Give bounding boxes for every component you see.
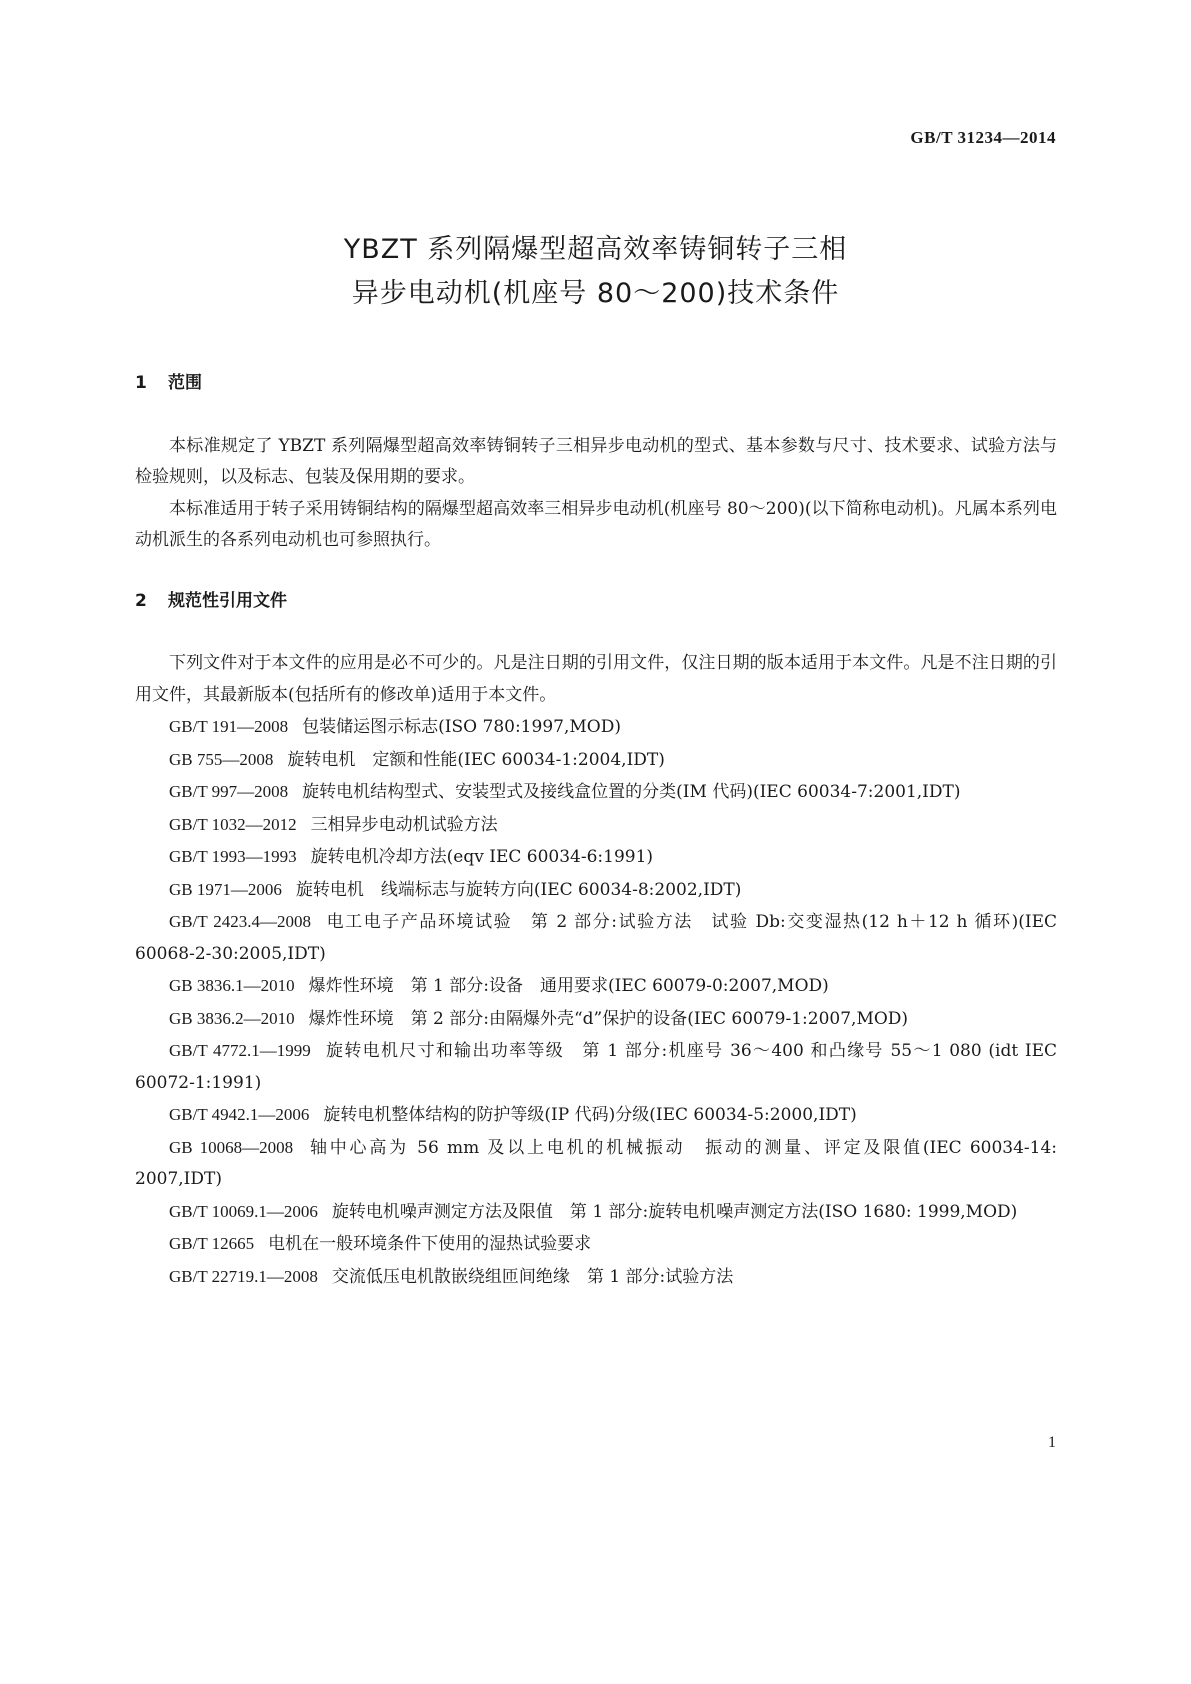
reference-code: GB/T 997—2008 <box>169 782 289 801</box>
scope-paragraph: 本标准规定了 YBZT 系列隔爆型超高效率铸铜转子三相异步电动机的型式、基本参数与尺寸、技术要求、试验方法与检验规则，以及标志、包装及保用期的要求。 <box>135 435 1057 487</box>
document-title <box>0 228 1191 316</box>
page-number: 1 <box>1048 1434 1056 1451</box>
reference-code: GB/T 10069.1—2006 <box>169 1201 318 1221</box>
reference-item <box>135 1099 1057 1132</box>
reference-title: 三相异步电动机试验方法 <box>310 814 498 835</box>
reference-item <box>135 1261 1057 1294</box>
reference-item <box>135 711 1057 744</box>
section-number: 1 <box>135 373 147 393</box>
reference-item <box>135 1003 1057 1036</box>
reference-title: 旋转电机尺寸和输出功率等级 第 1 部分:机座号 36～400 和凸缘号 55～1 080 (idt IEC 60072-1:1991) <box>135 1041 1057 1093</box>
reference-code: GB 755—2008 <box>169 749 274 769</box>
reference-item <box>135 809 1057 842</box>
document-body <box>135 368 1057 1293</box>
reference-item <box>135 970 1057 1003</box>
reference-code: GB/T 1993—1993 <box>169 847 297 866</box>
reference-title: 电工电子产品环境试验 第 2 部分:试验方法 试验 Db:交变湿热(12 h＋12 h 循环)(IEC 60068-2-30:2005,IDT) <box>135 912 1057 964</box>
reference-title: 旋转电机冷却方法(eqv IEC 60034-6:1991) <box>310 847 654 867</box>
reference-item <box>135 874 1057 907</box>
section-number: 2 <box>135 590 147 611</box>
section-heading-normative-references <box>135 586 1057 618</box>
reference-item <box>135 1132 1057 1196</box>
references-intro-paragraph: 下列文件对于本文件的应用是必不可少的。凡是注日期的引用文件，仅注日期的版本适用于本文件。凡是不注日期的引用文件，其最新版本(包括所有的修改单)适用于本文件。 <box>135 653 1057 705</box>
reference-item <box>135 1196 1057 1229</box>
reference-code: GB/T 4772.1—1999 <box>169 1041 311 1060</box>
reference-code: GB/T 12665 <box>169 1234 255 1253</box>
title-line-1: YBZT 系列隔爆型超高效率铸铜转子三相 <box>343 234 848 265</box>
standard-code: GB/T 31234—2014 <box>910 128 1056 147</box>
reference-title: 爆炸性环境 第 2 部分:由隔爆外壳“d”保护的设备(IEC 60079-1:2007,MOD) <box>308 1008 909 1029</box>
reference-title: 爆炸性环境 第 1 部分:设备 通用要求(IEC 60079-0:2007,MOD) <box>308 976 829 996</box>
scope-paragraph: 本标准适用于转子采用铸铜结构的隔爆型超高效率三相异步电动机(机座号 80～200)(以下简称电动机)。凡属本系列电动机派生的各系列电动机也可参照执行。 <box>135 498 1057 550</box>
reference-code: GB 3836.1—2010 <box>169 976 295 995</box>
reference-item <box>135 776 1057 809</box>
reference-code: GB/T 191—2008 <box>169 717 289 736</box>
reference-item <box>135 1228 1057 1261</box>
reference-code: GB/T 22719.1—2008 <box>169 1266 318 1286</box>
section-heading-scope <box>135 368 1057 400</box>
reference-code: GB 3836.2—2010 <box>169 1008 295 1028</box>
reference-item <box>135 906 1057 970</box>
reference-code: GB 1971—2006 <box>169 879 282 899</box>
reference-item <box>135 841 1057 874</box>
reference-item <box>135 1035 1057 1099</box>
reference-title: 电机在一般环境条件下使用的湿热试验要求 <box>268 1234 592 1254</box>
reference-code: GB/T 4942.1—2006 <box>169 1105 310 1124</box>
reference-code: GB 10068—2008 <box>169 1137 294 1157</box>
reference-item <box>135 744 1057 777</box>
reference-title: 旋转电机 定额和性能(IEC 60034-1:2004,IDT) <box>287 749 665 770</box>
reference-title: 旋转电机噪声测定方法及限值 第 1 部分:旋转电机噪声测定方法(ISO 1680: 1999,MOD) <box>331 1201 1018 1222</box>
reference-title: 轴中心高为 56 mm 及以上电机的机械振动 振动的测量、评定及限值(IEC 60034-14: 2007,IDT) <box>135 1137 1057 1189</box>
title-line-2: 异步电动机(机座号 80～200)技术条件 <box>351 278 840 309</box>
section-title: 范围 <box>168 373 202 393</box>
reference-title: 包装储运图示标志(ISO 780:1997,MOD) <box>302 717 621 737</box>
reference-title: 旋转电机整体结构的防护等级(IP 代码)分级(IEC 60034-5:2000,IDT) <box>323 1105 857 1125</box>
section-title: 规范性引用文件 <box>168 590 287 611</box>
reference-title: 旋转电机结构型式、安装型式及接线盒位置的分类(IM 代码)(IEC 60034-7:2001,IDT) <box>302 782 961 802</box>
reference-title: 旋转电机 线端标志与旋转方向(IEC 60034-8:2002,IDT) <box>295 879 742 900</box>
reference-title: 交流低压电机散嵌绕组匝间绝缘 第 1 部分:试验方法 <box>331 1266 734 1287</box>
reference-code: GB/T 2423.4—2008 <box>169 912 311 931</box>
reference-code: GB/T 1032—2012 <box>169 814 297 834</box>
